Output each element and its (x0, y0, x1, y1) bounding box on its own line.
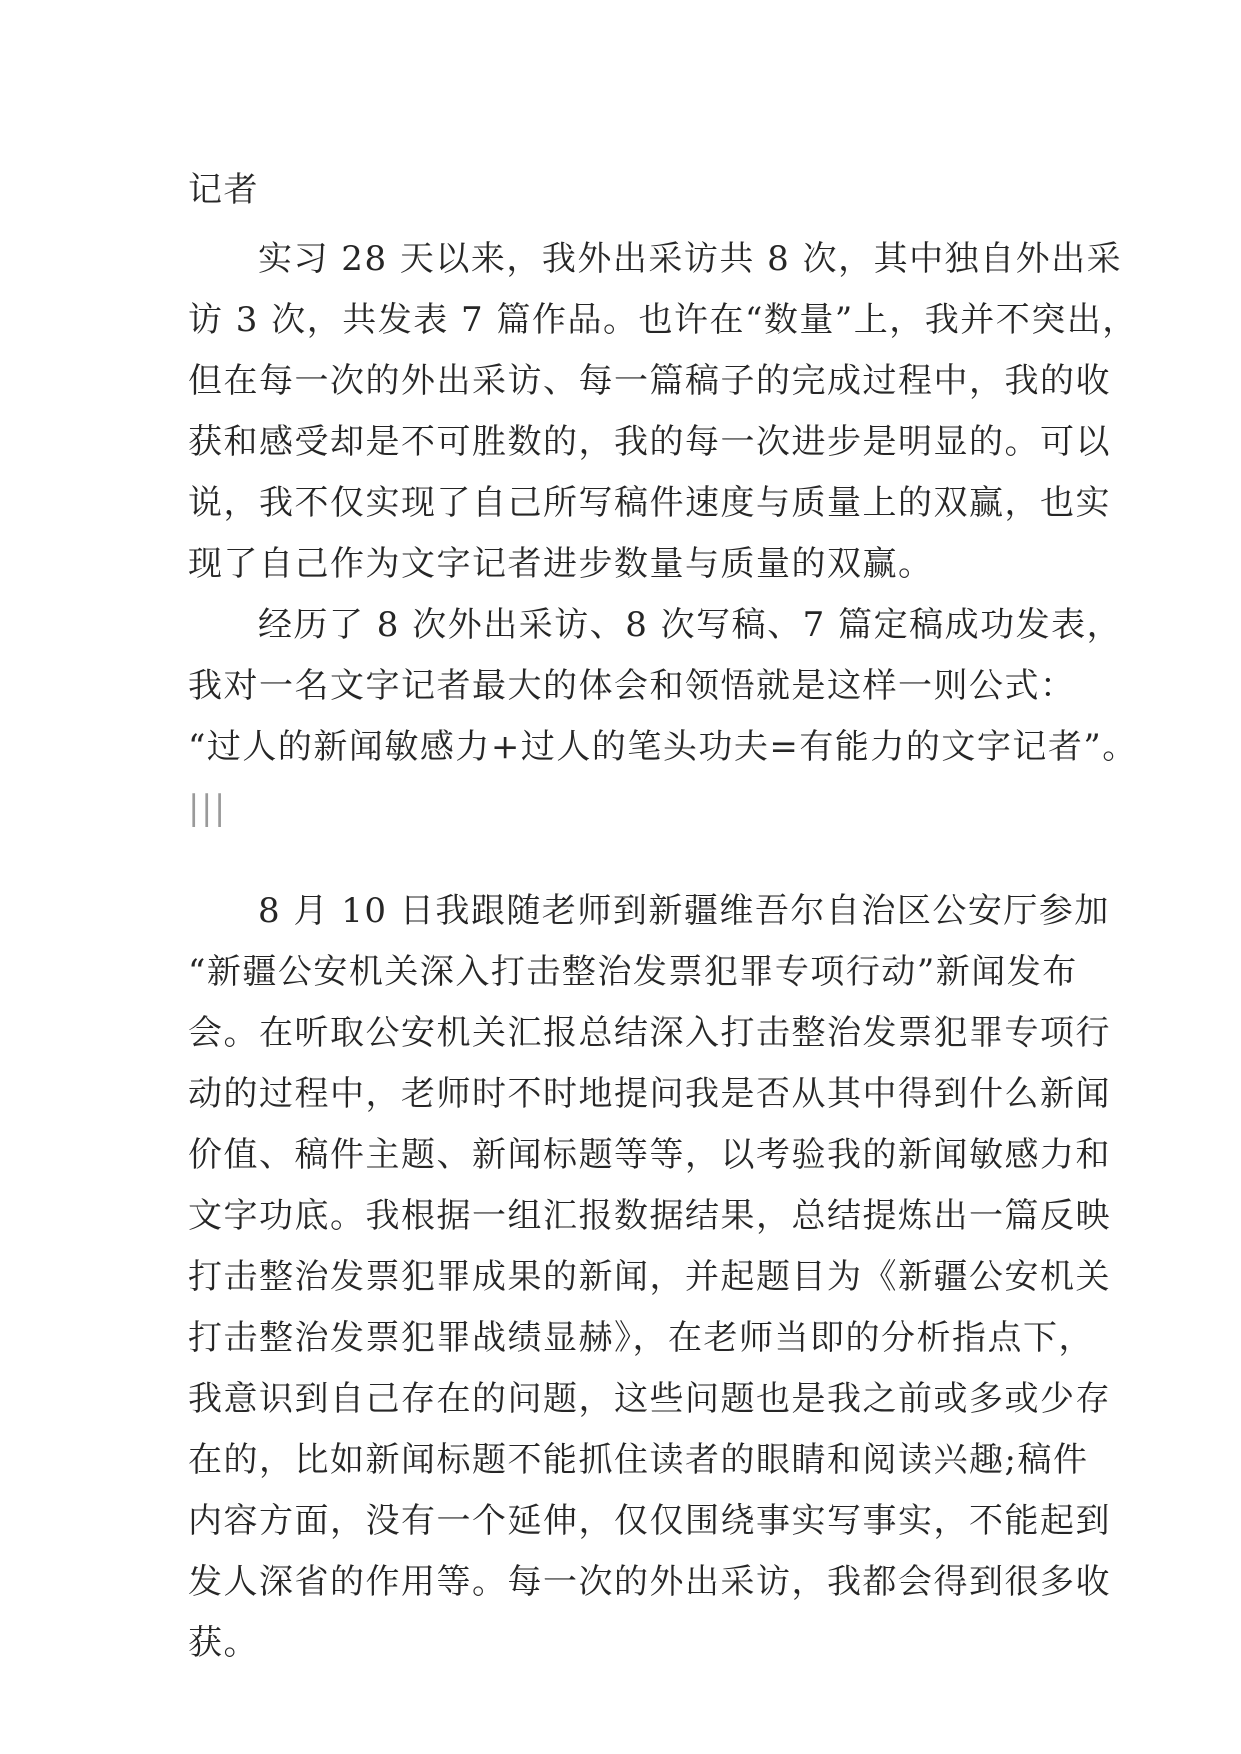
text-line: 现了自己作为文字记者进步数量与质量的双赢。 (188, 544, 934, 584)
text-line: 我对一名文字记者最大的体会和领悟就是这样一则公式： (188, 666, 1076, 706)
text-line: 实习 28 天以来，我外出采访共 8 次，其中独自外出采 (258, 239, 1123, 279)
text-line: 记者 (188, 170, 259, 210)
text-line: 发人深省的作用等。每一次的外出采访，我都会得到很多收 (188, 1562, 1111, 1602)
paragraph-internship-summary (188, 229, 1138, 595)
text-line: 访 3 次，共发表 7 篇作品。也许在“数量”上，我并不突出， (188, 300, 1138, 340)
intro-fragment (188, 160, 1068, 221)
text-line: “新疆公安机关深入打击整治发票犯罪专项行动”新闻发布 (188, 952, 1078, 992)
text-line: 文字功底。我根据一组汇报数据结果，总结提炼出一篇反映 (188, 1196, 1111, 1236)
text-line: 获和感受却是不可胜数的，我的每一次进步是明显的。可以 (188, 422, 1111, 462)
separator-marks: ||| (188, 788, 227, 828)
text-line: 打击整治发票犯罪成果的新闻，并起题目为《新疆公安机关 (188, 1257, 1111, 1297)
text-line: 获。 (188, 1623, 259, 1663)
text-line: 在的，比如新闻标题不能抓住读者的眼睛和阅读兴趣;稿件 (188, 1440, 1089, 1480)
text-line: 内容方面，没有一个延伸，仅仅围绕事实写事实，不能起到 (188, 1501, 1111, 1541)
text-line: 打击整治发票犯罪战绩显赫》，在老师当即的分析指点下， (188, 1318, 1094, 1358)
text-line: 会。在听取公安机关汇报总结深入打击整治发票犯罪专项行 (188, 1013, 1111, 1053)
paragraph-reporter-formula (188, 595, 1138, 839)
text-line: 价值、稿件主题、新闻标题等等，以考验我的新闻敏感力和 (188, 1135, 1111, 1175)
text-line: 经历了 8 次外出采访、8 次写稿、7 篇定稿成功发表， (258, 605, 1123, 645)
document-body (188, 160, 1138, 1674)
text-line: 我意识到自己存在的问题，这些问题也是我之前或多或少存 (188, 1379, 1111, 1419)
text-line: 8 月 10 日我跟随老师到新疆维吾尔自治区公安厅参加 (258, 891, 1110, 931)
text-line: “过人的新闻敏感力+过人的笔头功夫=有能力的文字记者”。 (188, 727, 1138, 767)
paragraph-press-conference (188, 881, 1111, 1674)
text-line: 动的过程中，老师时不时地提问我是否从其中得到什么新闻 (188, 1074, 1111, 1114)
text-line: 说，我不仅实现了自己所写稿件速度与质量上的双赢，也实 (188, 483, 1111, 523)
text-line: 但在每一次的外出采访、每一篇稿子的完成过程中，我的收 (188, 361, 1111, 401)
